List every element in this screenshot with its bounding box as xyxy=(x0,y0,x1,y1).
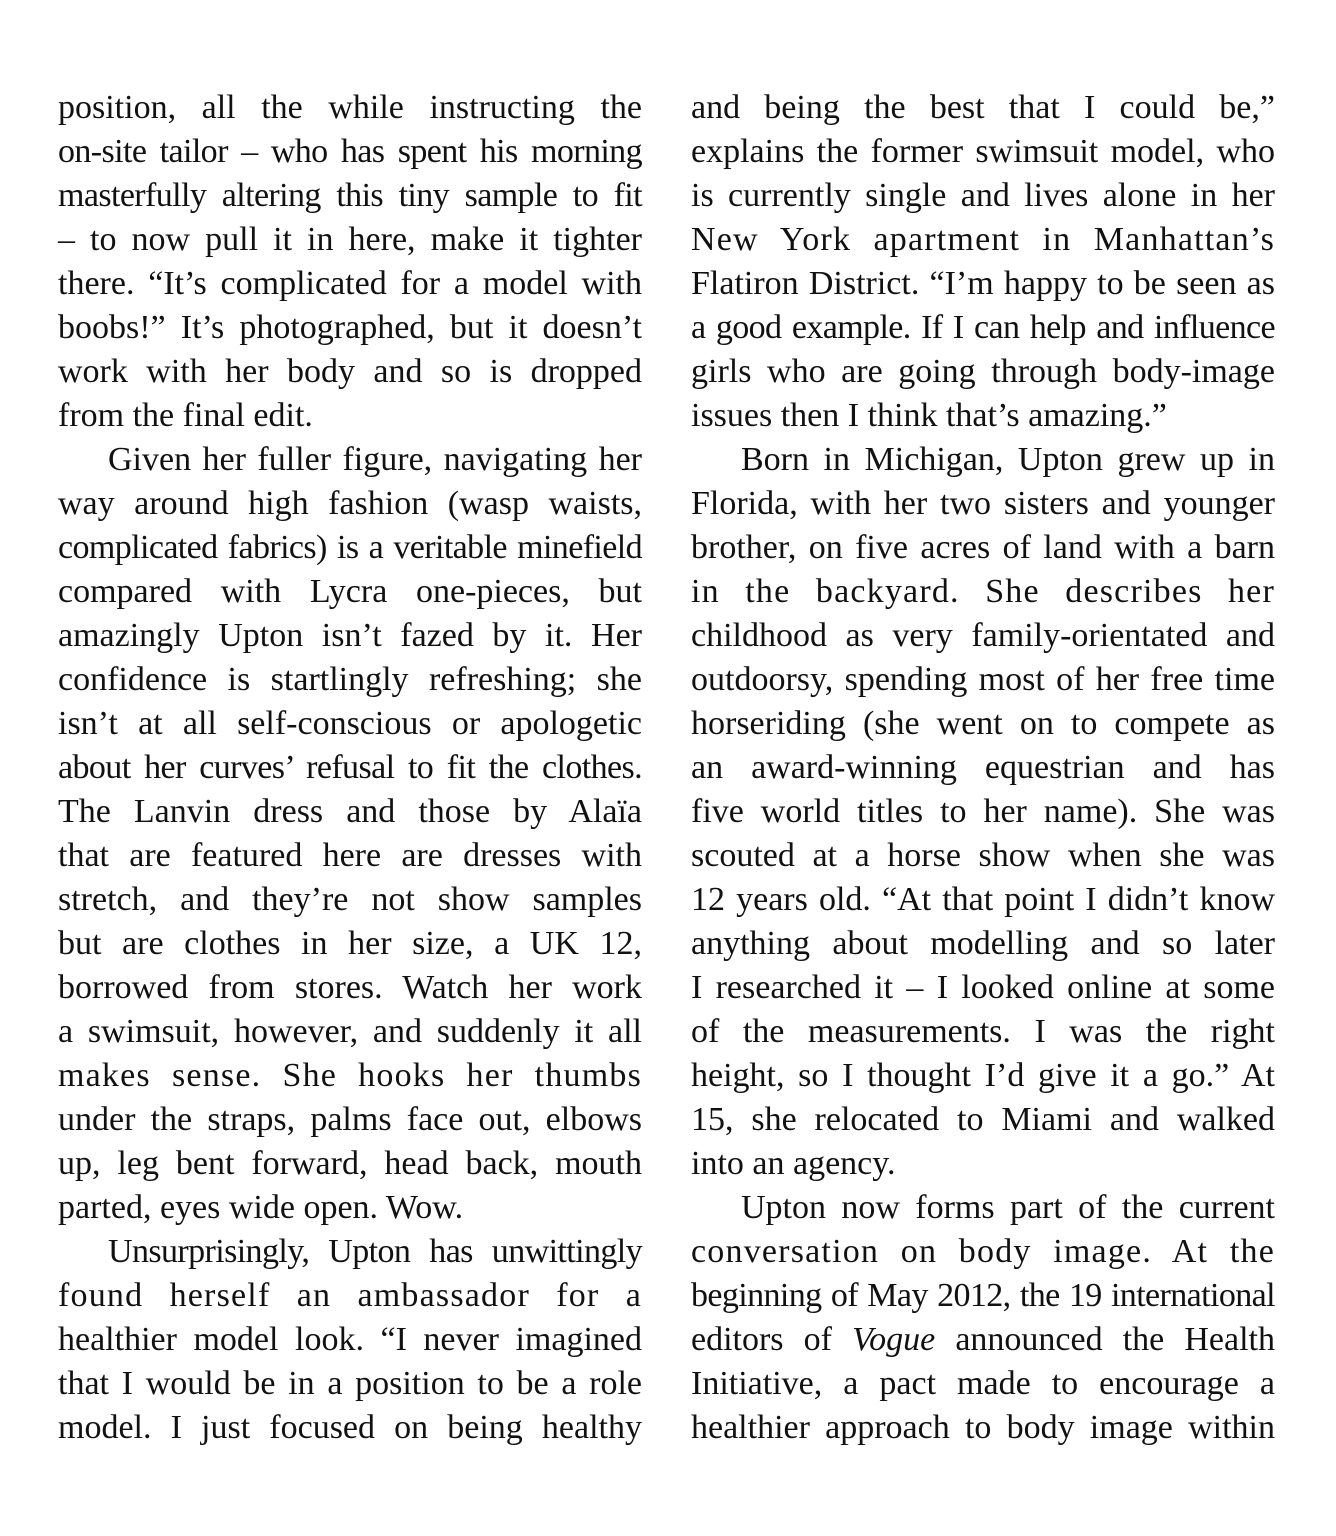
text-line: 12 years old. “At that point I didn’t know xyxy=(691,881,1275,918)
text-line: makes sense. She hooks her thumbs xyxy=(58,1057,642,1094)
text-line: boobs!” It’s photographed, but it doesn’t xyxy=(58,309,642,346)
text-line: a swimsuit, however, and suddenly it all xyxy=(58,1013,642,1050)
text-line: conversation on body image. At the xyxy=(691,1233,1275,1270)
text-line: childhood as very family-orientated and xyxy=(691,617,1275,654)
text-line: model. I just focused on being healthy xyxy=(58,1409,642,1446)
text-line: position, all the while instructing the xyxy=(58,89,642,126)
text-line: height, so I thought I’d give it a go.” At xyxy=(691,1057,1275,1094)
text-line: that are featured here are dresses with xyxy=(58,837,642,874)
text-line: but are clothes in her size, a UK 12, xyxy=(58,925,642,962)
text-line: in the backyard. She describes her xyxy=(691,573,1275,610)
text-line: brother, on five acres of land with a barn xyxy=(691,529,1275,566)
text-line: way around high fashion (wasp waists, xyxy=(58,485,642,522)
text-line: and being the best that I could be,” xyxy=(691,89,1275,126)
text-line: under the straps, palms face out, elbows xyxy=(58,1101,642,1138)
text-line: work with her body and so is dropped xyxy=(58,353,642,390)
text-line: of the measurements. I was the right xyxy=(691,1013,1275,1050)
text-line: complicated fabrics) is a veritable minefield xyxy=(58,529,642,566)
text-line: horseriding (she went on to compete as xyxy=(691,705,1275,742)
text-line: girls who are going through body-image xyxy=(691,353,1275,390)
text-line: explains the former swimsuit model, who xyxy=(691,133,1275,170)
text-line: compared with Lycra one-pieces, but xyxy=(58,573,642,610)
text-line: scouted at a horse show when she was xyxy=(691,837,1275,874)
text-line: about her curves’ refusal to fit the clothes. xyxy=(58,749,642,786)
text-line: there. “It’s complicated for a model with xyxy=(58,265,642,302)
text-line: The Lanvin dress and those by Alaïa xyxy=(58,793,642,830)
text-line: Initiative, a pact made to encourage a xyxy=(691,1365,1275,1402)
text-line: found herself an ambassador for a xyxy=(58,1277,642,1314)
paragraph-end-line: issues then I think that’s amazing.” xyxy=(691,397,1167,434)
text-line: healthier model look. “I never imagined xyxy=(58,1321,642,1358)
paragraph-start-line: Given her fuller figure, navigating her xyxy=(108,441,642,478)
paragraph-start-line: Upton now forms part of the current xyxy=(741,1189,1275,1226)
text-line: on-site tailor – who has spent his morning xyxy=(58,133,642,170)
text-line: I researched it – I looked online at some xyxy=(691,969,1275,1006)
text-line: Flatiron District. “I’m happy to be seen as xyxy=(691,265,1275,302)
paragraph-end-line: from the final edit. xyxy=(58,397,313,434)
text-line-with-italic xyxy=(691,1318,1275,1362)
text-line: up, leg bent forward, head back, mouth xyxy=(58,1145,642,1182)
text-line: 15, she relocated to Miami and walked xyxy=(691,1101,1275,1138)
text-line: stretch, and they’re not show samples xyxy=(58,881,642,918)
paragraph-end-line: parted, eyes wide open. Wow. xyxy=(58,1189,464,1226)
text-line: five world titles to her name). She was xyxy=(691,793,1275,830)
paragraph-start-line: Unsurprisingly, Upton has unwittingly xyxy=(108,1233,642,1270)
text-line: – to now pull it in here, make it tighter xyxy=(58,221,642,258)
text-segment: announced the Health xyxy=(935,1321,1276,1358)
left-text-column xyxy=(58,86,642,1450)
text-line: isn’t at all self-conscious or apologetic xyxy=(58,705,642,742)
text-line: Florida, with her two sisters and younger xyxy=(691,485,1275,522)
paragraph-start-line: Born in Michigan, Upton grew up in xyxy=(741,441,1275,478)
text-line: amazingly Upton isn’t fazed by it. Her xyxy=(58,617,642,654)
text-line: that I would be in a position to be a role xyxy=(58,1365,642,1402)
text-line: New York apartment in Manhattan’s xyxy=(691,221,1275,258)
text-line: confidence is startlingly refreshing; she xyxy=(58,661,642,698)
text-line: anything about modelling and so later xyxy=(691,925,1275,962)
text-line: outdoorsy, spending most of her free time xyxy=(691,661,1275,698)
text-line: a good example. If I can help and influence xyxy=(691,309,1275,346)
text-segment: editors of xyxy=(691,1321,853,1358)
paragraph-end-line: into an agency. xyxy=(691,1145,896,1182)
text-line: borrowed from stores. Watch her work xyxy=(58,969,642,1006)
text-line: an award-winning equestrian and has xyxy=(691,749,1275,786)
text-line: beginning of May 2012, the 19 international xyxy=(691,1277,1275,1314)
right-text-column xyxy=(691,86,1275,1450)
text-line: is currently single and lives alone in her xyxy=(691,177,1275,214)
text-line: masterfully altering this tiny sample to fit xyxy=(58,177,642,214)
text-line: healthier approach to body image within xyxy=(691,1409,1275,1446)
publication-name: Vogue xyxy=(852,1321,936,1358)
